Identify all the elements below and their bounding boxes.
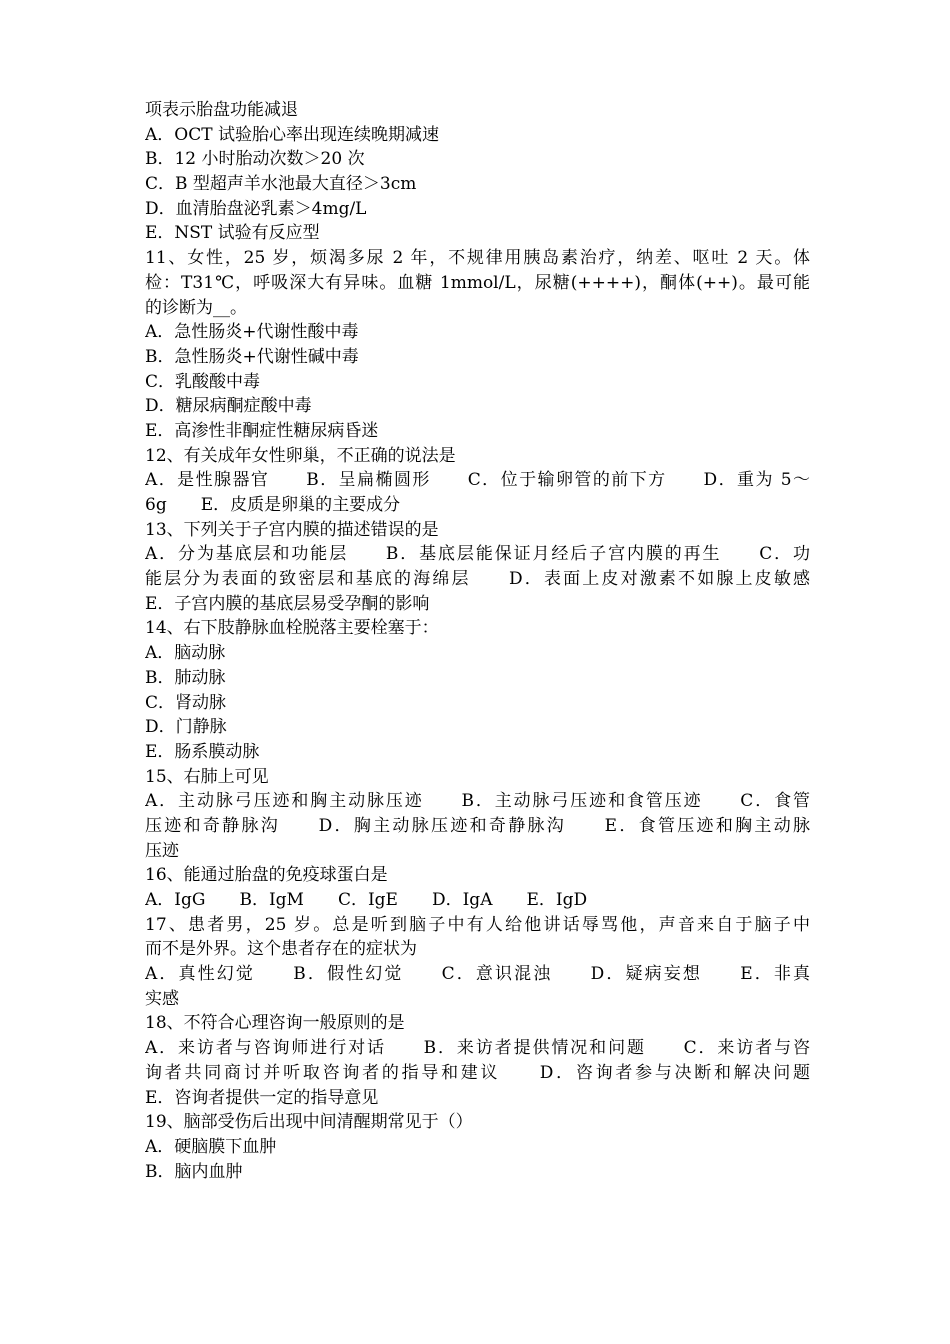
option-line: D．血清胎盘泌乳素＞4mg/L (145, 198, 367, 219)
option-line: A．来访者与咨询师进行对话 B．来访者提供情况和问题 C．来访者与咨 (145, 1038, 810, 1059)
option-line: A．硬脑膜下血肿 (145, 1136, 277, 1157)
question-15-text: 15、右肺上可见 (145, 766, 269, 787)
question-17-text: 而不是外界。这个患者存在的症状为 (145, 939, 417, 960)
question-19-text: 19、脑部受伤后出现中间清醒期常见于（） (145, 1112, 473, 1133)
question-12-text: 12、有关成年女性卵巢，不正确的说法是 (145, 445, 456, 466)
option-line: 压迹 (145, 840, 179, 861)
option-line: E．咨询者提供一定的指导意见 (145, 1087, 379, 1108)
option-line: A．OCT 试验胎心率出现连续晚期减速 (145, 124, 439, 145)
question-11-text: 11、女性，25 岁，烦渴多尿 2 年，不规律用胰岛素治疗，纳差、呕吐 2 天。体 (145, 248, 810, 269)
question-16-text: 16、能通过胎盘的免疫球蛋白是 (145, 865, 388, 886)
option-line: 实感 (145, 988, 179, 1009)
option-line: E．肠系膜动脉 (145, 741, 260, 762)
option-line: E．子宫内膜的基底层易受孕酮的影响 (145, 593, 430, 614)
question-11-text: 检：T31℃，呼吸深大有异味。血糖 1mmol/L，尿糖(++++)，酮体(++)。最可能 (145, 272, 810, 293)
option-line: D．糖尿病酮症酸中毒 (145, 396, 312, 417)
option-line: A．主动脉弓压迹和胸主动脉压迹 B．主动脉弓压迹和食管压迹 C．食管 (145, 791, 810, 812)
option-line: B．12 小时胎动次数＞20 次 (145, 149, 365, 170)
option-line: 6g E．皮质是卵巢的主要成分 (145, 495, 401, 515)
option-line: C．乳酸酸中毒 (145, 371, 261, 392)
option-line: A．是性腺器官 B．呈扁椭圆形 C．位于输卵管的前下方 D．重为 5～ (145, 470, 810, 491)
document-page (145, 98, 810, 1184)
option-line: 压迹和奇静脉沟 D．胸主动脉压迹和奇静脉沟 E．食管压迹和胸主动脉 (145, 815, 810, 836)
question-13-text: 13、下列关于子宫内膜的描述错误的是 (145, 519, 439, 540)
option-line: D．门静脉 (145, 717, 227, 738)
option-line: A．IgG B．IgM C．IgE D．IgA E．IgD (145, 890, 588, 910)
option-line: E．高渗性非酮症性糖尿病昏迷 (145, 420, 379, 441)
question-11-text: 的诊断为__。 (145, 297, 247, 318)
option-line: B．脑内血肿 (145, 1161, 243, 1182)
option-line: C．肾动脉 (145, 692, 227, 713)
question-18-text: 18、不符合心理咨询一般原则的是 (145, 1013, 405, 1034)
option-line: A．真性幻觉 B．假性幻觉 C．意识混浊 D．疑病妄想 E．非真 (145, 964, 810, 985)
option-line: A．分为基底层和功能层 B．基底层能保证月经后子宫内膜的再生 C．功 (145, 544, 810, 565)
option-line: C．B 型超声羊水池最大直径＞3cm (145, 174, 417, 195)
option-line: 询者共同商讨并听取咨询者的指导和建议 D．咨询者参与决断和解决问题 (145, 1062, 810, 1083)
option-line: E．NST 试验有反应型 (145, 223, 320, 244)
option-line: 能层分为表面的致密层和基底的海绵层 D．表面上皮对激素不如腺上皮敏感 (145, 569, 810, 590)
option-line: A．急性肠炎+代谢性酸中毒 (145, 322, 359, 343)
question-14-text: 14、右下肢静脉血栓脱落主要栓塞于： (145, 618, 439, 639)
text-line: 项表示胎盘功能减退 (145, 100, 298, 120)
option-line: B．急性肠炎+代谢性碱中毒 (145, 346, 359, 367)
option-line: B．肺动脉 (145, 667, 226, 688)
question-17-text: 17、患者男，25 岁。总是听到脑子中有人给他讲话辱骂他，声音来自于脑子中 (145, 914, 810, 935)
option-line: A．脑动脉 (145, 643, 226, 664)
